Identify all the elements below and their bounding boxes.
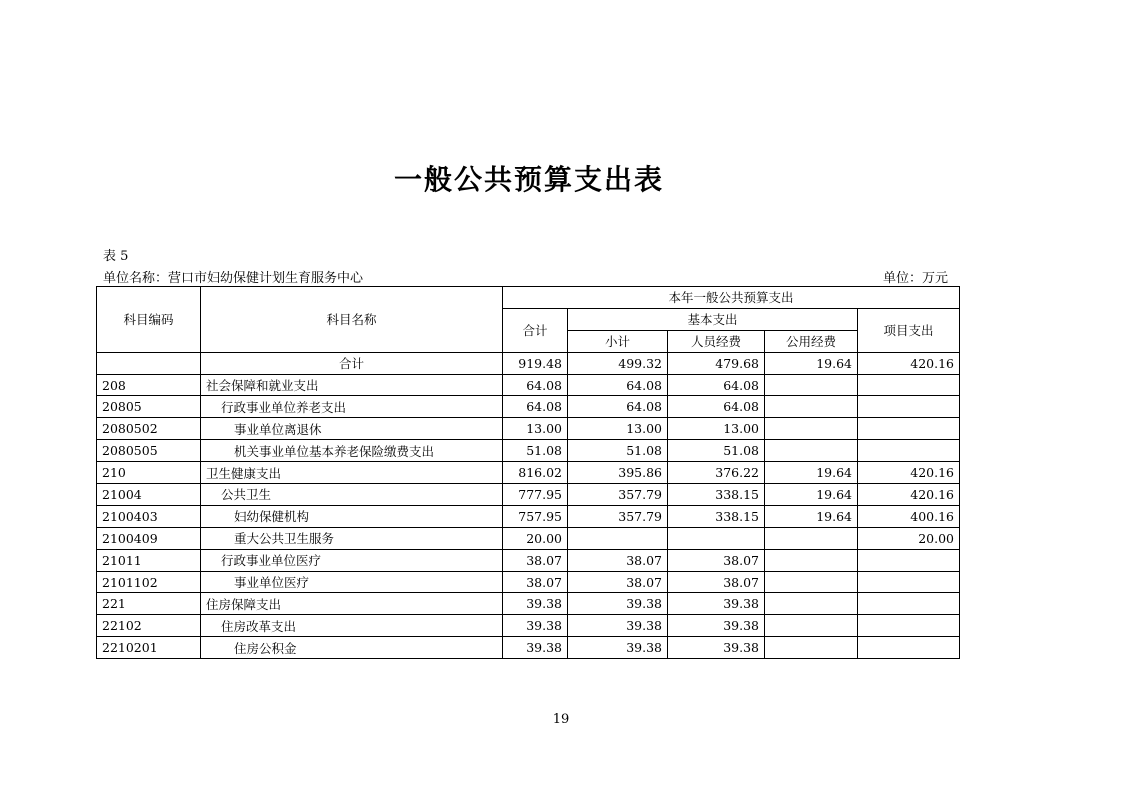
row-project [858, 374, 960, 396]
row-subtotal: 357.79 [568, 505, 668, 527]
page-number: 19 [552, 712, 570, 727]
row-project [858, 549, 960, 571]
row-public [765, 637, 858, 659]
table-row [97, 505, 960, 527]
row-public [765, 527, 858, 549]
total-row [97, 352, 960, 374]
table-row [97, 374, 960, 396]
total-amount: 919.48 [503, 352, 568, 374]
row-project [858, 440, 960, 462]
row-code: 20805 [97, 396, 201, 418]
row-code: 221 [97, 593, 201, 615]
row-subtotal: 39.38 [568, 637, 668, 659]
row-public [765, 549, 858, 571]
row-name: 妇幼保健机构 [201, 505, 503, 527]
table-row [97, 593, 960, 615]
page-title: 一般公共预算支出表 [393, 163, 664, 196]
row-project: 20.00 [858, 527, 960, 549]
row-total: 816.02 [503, 462, 568, 484]
row-code: 2100409 [97, 527, 201, 549]
total-label: 合计 [201, 352, 503, 374]
table-row [97, 637, 960, 659]
row-name: 事业单位离退休 [201, 418, 503, 440]
header-group: 本年一般公共预算支出 [503, 287, 960, 309]
row-personnel: 338.15 [668, 484, 765, 506]
total-personnel: 479.68 [668, 352, 765, 374]
row-public [765, 440, 858, 462]
total-subtotal: 499.32 [568, 352, 668, 374]
row-name: 行政事业单位养老支出 [201, 396, 503, 418]
row-public [765, 615, 858, 637]
row-subtotal: 38.07 [568, 549, 668, 571]
row-name: 住房改革支出 [201, 615, 503, 637]
table-row [97, 527, 960, 549]
row-personnel: 338.15 [668, 505, 765, 527]
row-total: 39.38 [503, 637, 568, 659]
row-project [858, 396, 960, 418]
row-name: 社会保障和就业支出 [201, 374, 503, 396]
row-public: 19.64 [765, 484, 858, 506]
row-subtotal: 64.08 [568, 396, 668, 418]
row-code: 22102 [97, 615, 201, 637]
row-public: 19.64 [765, 462, 858, 484]
row-code: 2080502 [97, 418, 201, 440]
table-row [97, 484, 960, 506]
table-row [97, 396, 960, 418]
row-name: 住房公积金 [201, 637, 503, 659]
table-row [97, 418, 960, 440]
row-total: 38.07 [503, 549, 568, 571]
row-subtotal: 13.00 [568, 418, 668, 440]
header-name: 科目名称 [201, 287, 503, 353]
row-public [765, 593, 858, 615]
row-personnel [668, 527, 765, 549]
row-project: 400.16 [858, 505, 960, 527]
row-project [858, 571, 960, 593]
row-total: 39.38 [503, 615, 568, 637]
row-total: 777.95 [503, 484, 568, 506]
row-code: 210 [97, 462, 201, 484]
row-name: 行政事业单位医疗 [201, 549, 503, 571]
row-public [765, 396, 858, 418]
budget-table [96, 286, 960, 659]
header-public: 公用经费 [765, 330, 858, 352]
row-total: 64.08 [503, 374, 568, 396]
header-code: 科目编码 [97, 287, 201, 353]
row-code: 21004 [97, 484, 201, 506]
table-number: 表 5 [103, 249, 129, 264]
row-name: 住房保障支出 [201, 593, 503, 615]
table-row [97, 571, 960, 593]
header-subtotal: 小计 [568, 330, 668, 352]
row-total: 20.00 [503, 527, 568, 549]
row-total: 51.08 [503, 440, 568, 462]
row-subtotal: 64.08 [568, 374, 668, 396]
row-public [765, 418, 858, 440]
row-total: 757.95 [503, 505, 568, 527]
row-name: 机关事业单位基本养老保险缴费支出 [201, 440, 503, 462]
table-row [97, 462, 960, 484]
row-personnel: 51.08 [668, 440, 765, 462]
row-code: 2080505 [97, 440, 201, 462]
total-project: 420.16 [858, 352, 960, 374]
row-project [858, 615, 960, 637]
row-name: 卫生健康支出 [201, 462, 503, 484]
row-subtotal: 39.38 [568, 593, 668, 615]
row-public: 19.64 [765, 505, 858, 527]
unit-name: 单位名称：营口市妇幼保健计划生育服务中心 [103, 271, 364, 286]
row-name: 重大公共卫生服务 [201, 527, 503, 549]
row-personnel: 38.07 [668, 571, 765, 593]
header-basic: 基本支出 [568, 308, 858, 330]
row-personnel: 64.08 [668, 374, 765, 396]
row-personnel: 38.07 [668, 549, 765, 571]
row-personnel: 13.00 [668, 418, 765, 440]
row-code: 2101102 [97, 571, 201, 593]
row-project [858, 637, 960, 659]
total-code [97, 352, 201, 374]
row-subtotal: 38.07 [568, 571, 668, 593]
row-subtotal: 395.86 [568, 462, 668, 484]
row-project: 420.16 [858, 484, 960, 506]
row-total: 39.38 [503, 593, 568, 615]
row-project: 420.16 [858, 462, 960, 484]
table-row [97, 440, 960, 462]
header-project: 项目支出 [858, 308, 960, 352]
total-public: 19.64 [765, 352, 858, 374]
row-code: 21011 [97, 549, 201, 571]
row-project [858, 593, 960, 615]
row-personnel: 39.38 [668, 615, 765, 637]
row-subtotal: 51.08 [568, 440, 668, 462]
row-personnel: 376.22 [668, 462, 765, 484]
row-subtotal [568, 527, 668, 549]
row-personnel: 39.38 [668, 637, 765, 659]
row-total: 13.00 [503, 418, 568, 440]
table-row [97, 615, 960, 637]
table-row [97, 549, 960, 571]
row-code: 2210201 [97, 637, 201, 659]
row-total: 38.07 [503, 571, 568, 593]
row-code: 208 [97, 374, 201, 396]
row-name: 公共卫生 [201, 484, 503, 506]
row-total: 64.08 [503, 396, 568, 418]
row-subtotal: 357.79 [568, 484, 668, 506]
row-subtotal: 39.38 [568, 615, 668, 637]
row-personnel: 39.38 [668, 593, 765, 615]
row-code: 2100403 [97, 505, 201, 527]
header-total: 合计 [503, 308, 568, 352]
unit-label: 单位：万元 [883, 271, 949, 286]
row-project [858, 418, 960, 440]
row-public [765, 571, 858, 593]
row-personnel: 64.08 [668, 396, 765, 418]
header-personnel: 人员经费 [668, 330, 765, 352]
row-public [765, 374, 858, 396]
row-name: 事业单位医疗 [201, 571, 503, 593]
